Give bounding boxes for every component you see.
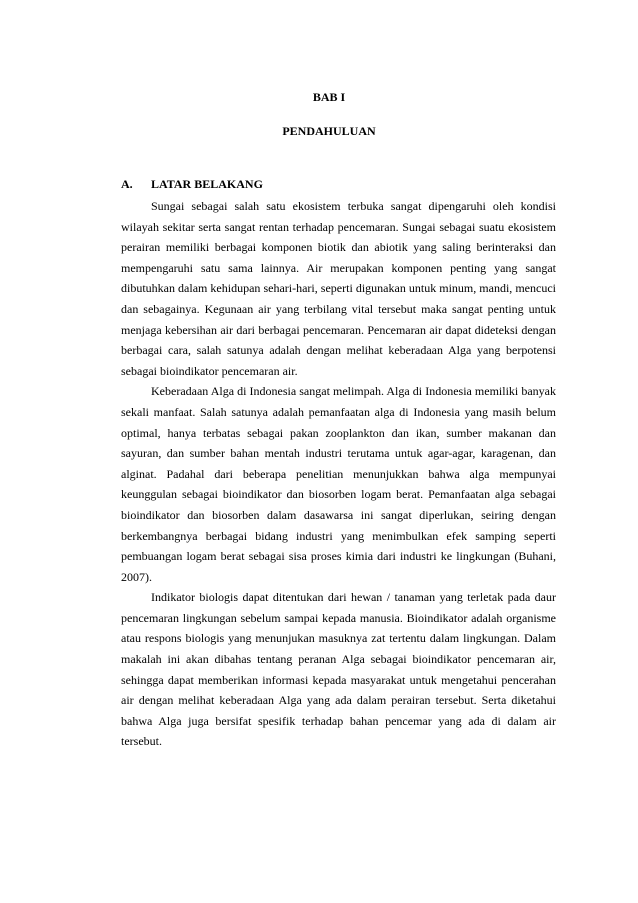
paragraph: Sungai sebagai salah satu ekosistem terbuka sangat dipengaruhi oleh kondisi wilayah sekitar serta sangat rentan terhadap pencemaran. Sungai sebagai suatu ekosistem perairan memiliki berbagai komponen biotik dan abiotik yang saling berinteraksi dan mempengaruhi satu sama lainnya. Air merupakan komponen penting yang sangat dibutuhkan dalam kehidupan sehari-hari, seperti digunakan untuk minum, mandi, mencuci dan sebagainya. Kegunaan air yang terbilang vital tersebut maka sangat penting untuk menjaga kebersihan air dari berbagai pencemaran. Pencemaran air dapat dideteksi dengan berbagai cara, salah satunya adalah dengan melihat keberadaan Alga yang berpotensi sebagai bioindikator pencemaran air. <box>121 199 556 378</box>
chapter-title: PENDAHULUAN <box>282 124 376 138</box>
section-heading <box>121 177 263 191</box>
chapter-number: BAB I <box>312 90 346 104</box>
paragraph: Keberadaan Alga di Indonesia sangat melimpah. Alga di Indonesia memiliki banyak sekali manfaat. Salah satunya adalah pemanfaatan alga di Indonesia yang masih belum optimal, hanya terbatas sebagai pakan zooplankton dan ikan, sumber makanan dan sayuran, dan sumber bahan mentah industri terutama untuk agar-agar, karagenan, dan alginat. Padahal dari beberapa penelitian menunjukkan bahwa alga mempunyai keunggulan sebagai bioindikator dan biosorben logam berat. Pemanfaatan alga sebagai bioindikator dan biosorben dalam dasawarsa ini sangat diperlukan, seiring dengan berkembangnya berbagai bidang industri yang menimbulkan efek samping seperti pembuangan logam berat sebagai sisa proses kimia dari industri ke lingkungan (Buhani, 2007). <box>121 384 556 584</box>
section-number: A. <box>121 177 133 191</box>
body-text <box>121 196 556 752</box>
section-title: LATAR BELAKANG <box>151 177 263 191</box>
paragraph: Indikator biologis dapat ditentukan dari hewan / tanaman yang terletak pada daur pencemaran lingkungan sebelum sampai kepada manusia. Bioindikator adalah organisme atau respons biologis yang menunjukan masuknya zat tertentu dalam lingkungan. Dalam makalah ini akan dibahas tentang peranan Alga sebagai bioindikator pencemaran air, sehingga dapat memberikan informasi kepada masyarakat untuk mengetahui pencerahan air dengan melihat keberadaan Alga yang ada dalam perairan tersebut. Serta diketahui bahwa Alga juga bersifat spesifik terhadap bahan pencemar yang ada di dalam air tersebut. <box>121 590 556 749</box>
